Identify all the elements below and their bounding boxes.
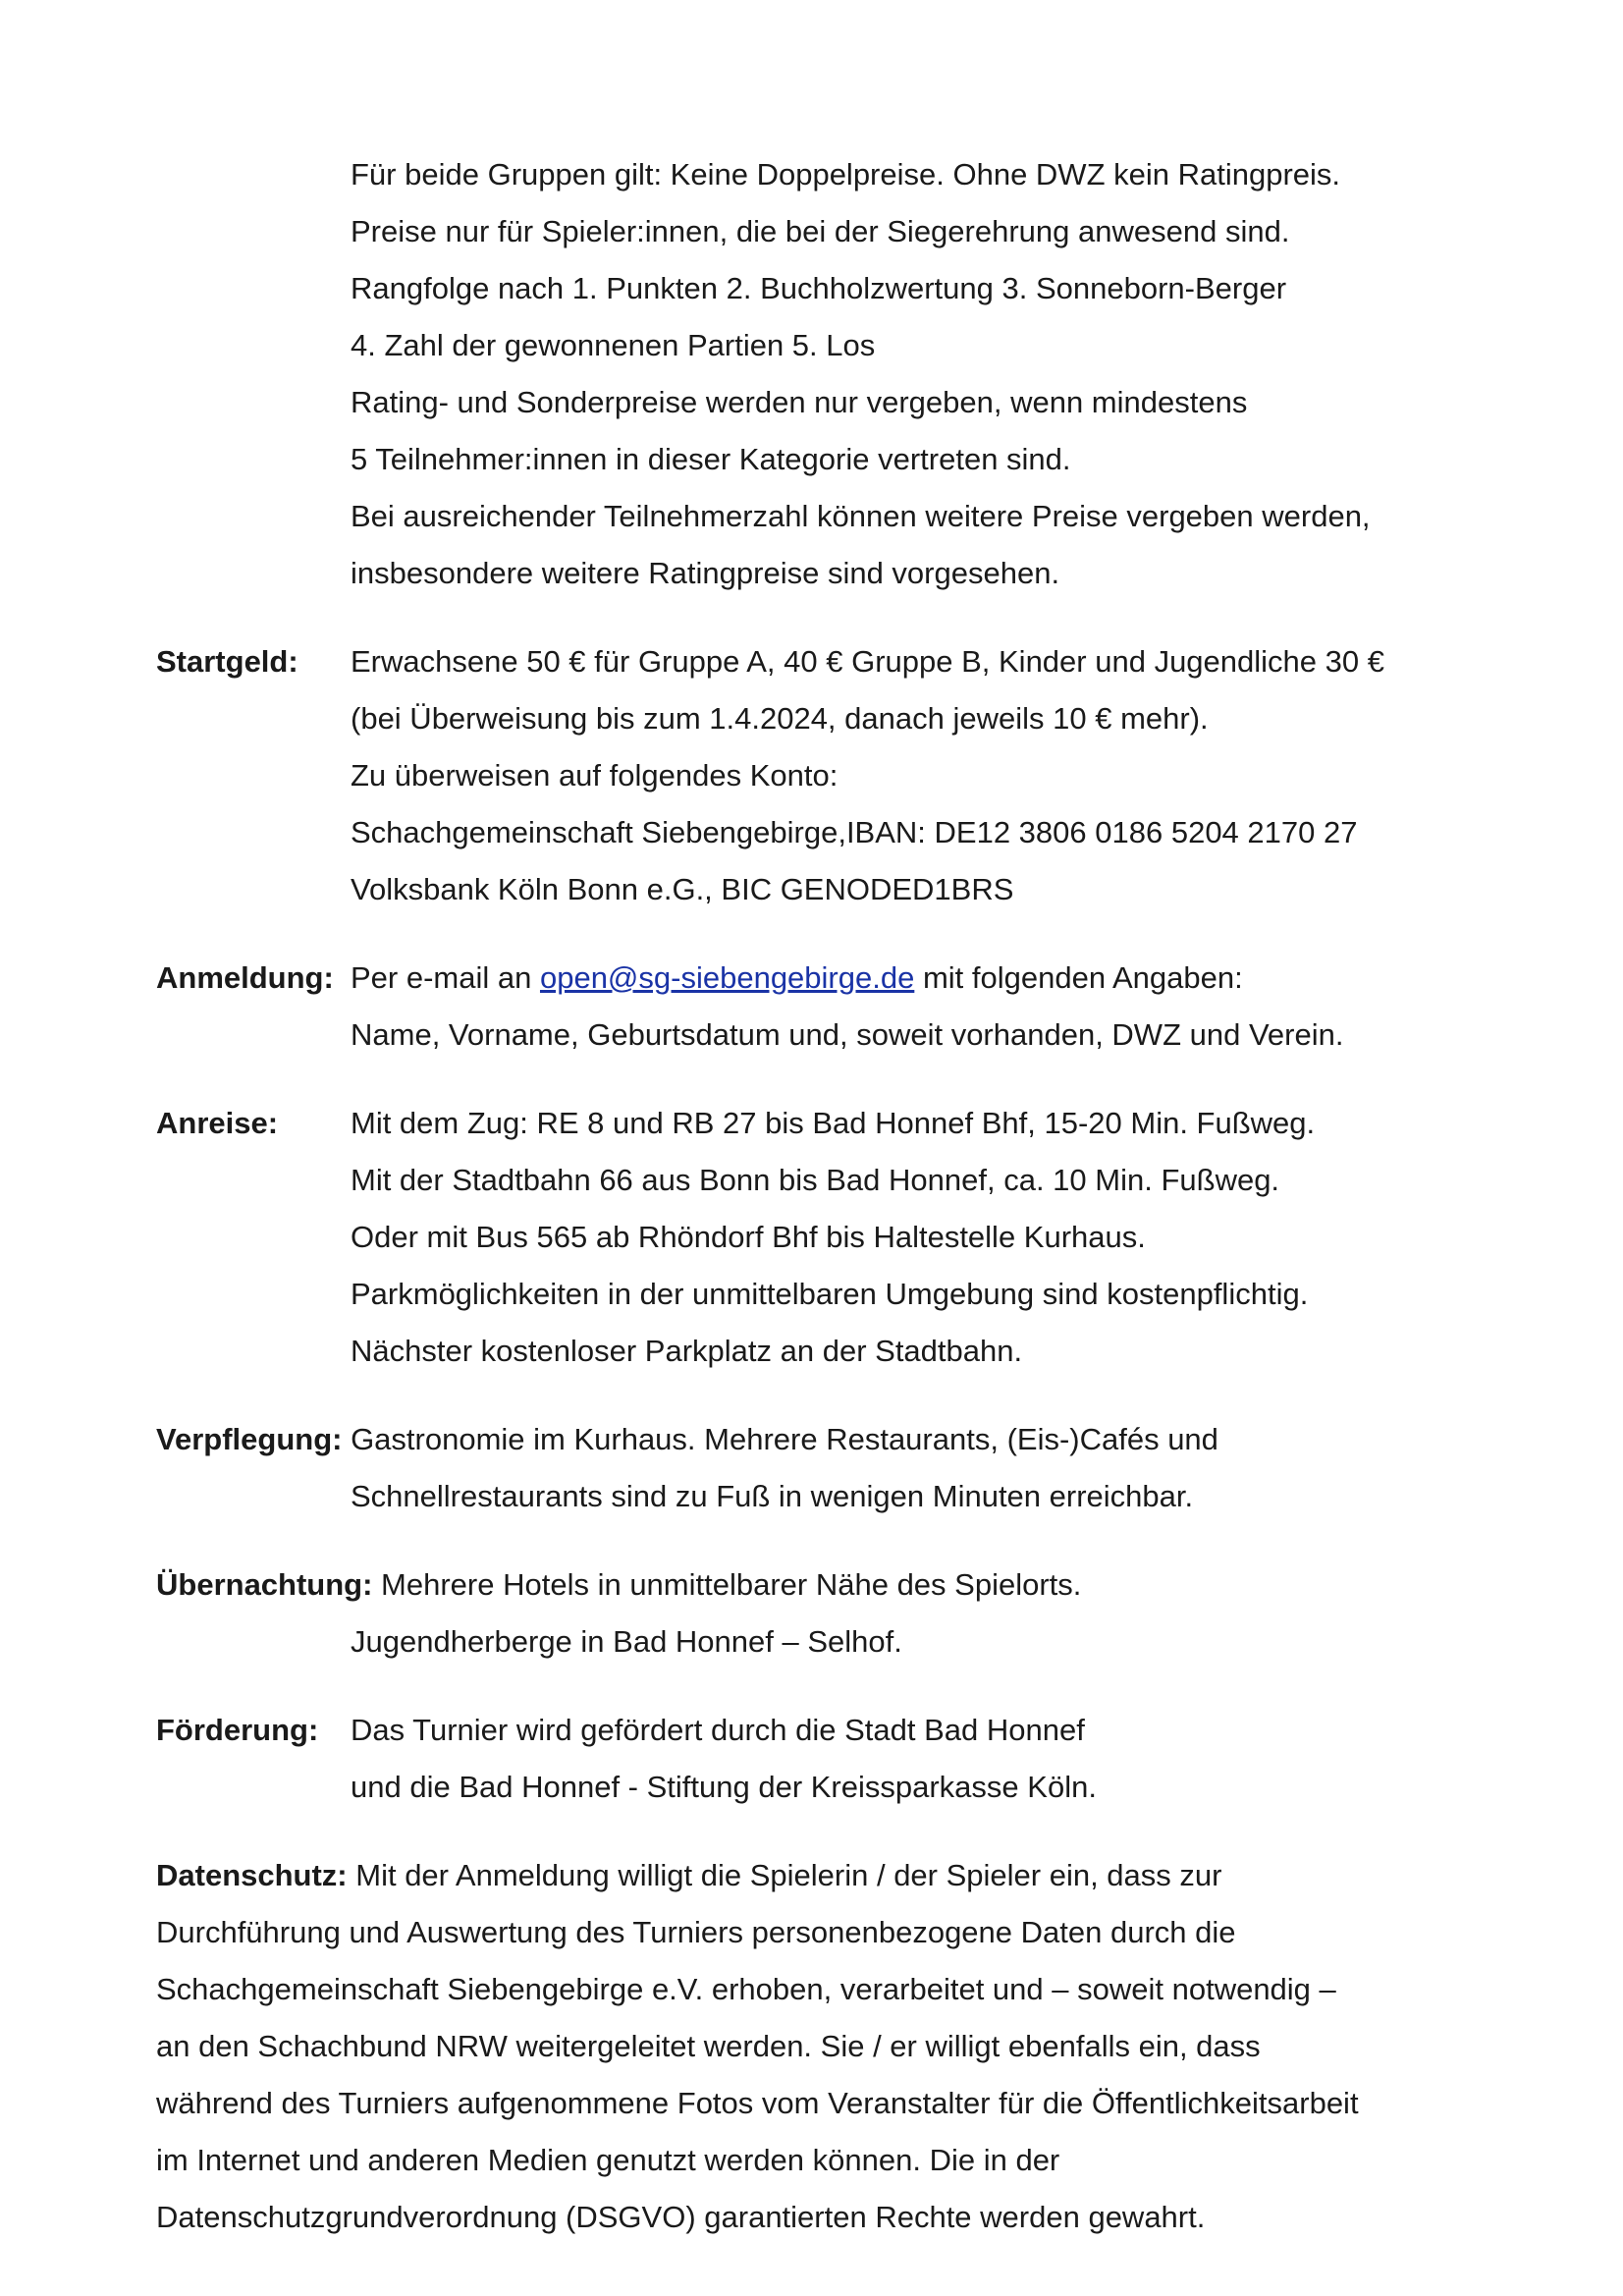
- anreise-line: Parkmöglichkeiten in der unmittelbaren Umgebung sind kostenpflichtig.: [351, 1277, 1309, 1311]
- startgeld-label: Startgeld:: [156, 644, 298, 679]
- foerderung-line: und die Bad Honnef - Stiftung der Kreissparkasse Köln.: [351, 1770, 1097, 1804]
- verpflegung-line: Schnellrestaurants sind zu Fuß in wenigen Minuten erreichbar.: [351, 1479, 1194, 1513]
- intro-line: insbesondere weitere Ratingpreise sind vorgesehen.: [351, 556, 1060, 590]
- datenschutz-line: Schachgemeinschaft Siebengebirge e.V. erhoben, verarbeitet und – soweit notwendig –: [156, 1972, 1336, 2006]
- uebernachtung-label: Übernachtung:: [156, 1567, 373, 1602]
- intro-line: Für beide Gruppen gilt: Keine Doppelpreise. Ohne DWZ kein Ratingpreis.: [351, 157, 1341, 191]
- intro-line: 5 Teilnehmer:innen in dieser Kategorie vertreten sind.: [351, 442, 1071, 476]
- datenschutz-label: Datenschutz:: [156, 1858, 348, 1892]
- datenschutz-line: im Internet und anderen Medien genutzt werden können. Die in der: [156, 2143, 1060, 2177]
- uebernachtung-text: Mehrere Hotels in unmittelbarer Nähe des Spielorts.: [372, 1567, 1082, 1602]
- anmeldung-prefix: Per e-mail an: [351, 960, 540, 995]
- anmeldung-line: Name, Vorname, Geburtsdatum und, soweit vorhanden, DWZ und Verein.: [351, 1017, 1344, 1052]
- anmeldung-line: [351, 950, 1243, 1007]
- intro-line: Rating- und Sonderpreise werden nur vergeben, wenn mindestens: [351, 385, 1248, 419]
- startgeld-line: Schachgemeinschaft Siebengebirge,IBAN: DE12 3806 0186 5204 2170 27: [351, 815, 1358, 849]
- uebernachtung-line: Jugendherberge in Bad Honnef – Selhof.: [351, 1624, 902, 1659]
- anreise-line: Mit dem Zug: RE 8 und RB 27 bis Bad Honnef Bhf, 15-20 Min. Fußweg.: [351, 1106, 1316, 1140]
- startgeld-line: (bei Überweisung bis zum 1.4.2024, danach jeweils 10 € mehr).: [351, 701, 1209, 736]
- startgeld-line: Erwachsene 50 € für Gruppe A, 40 € Gruppe B, Kinder und Jugendliche 30 €: [351, 644, 1384, 679]
- anreise-label: Anreise:: [156, 1106, 279, 1140]
- foerderung-label: Förderung:: [156, 1713, 319, 1747]
- anmeldung-label: Anmeldung:: [156, 960, 334, 995]
- startgeld-line: Volksbank Köln Bonn e.G., BIC GENODED1BRS: [351, 872, 1014, 906]
- verpflegung-text: Gastronomie im Kurhaus. Mehrere Restaurants, (Eis-)Cafés und: [342, 1422, 1218, 1456]
- datenschutz-line: an den Schachbund NRW weitergeleitet werden. Sie / er willigt ebenfalls ein, dass: [156, 2029, 1261, 2063]
- intro-line: Rangfolge nach 1. Punkten 2. Buchholzwertung 3. Sonneborn-Berger: [351, 271, 1287, 305]
- datenschutz-line: Datenschutzgrundverordnung (DSGVO) garantierten Rechte werden gewahrt.: [156, 2200, 1206, 2234]
- email-link[interactable]: open@sg-siebengebirge.de: [539, 960, 915, 995]
- intro-line: Preise nur für Spieler:innen, die bei der Siegerehrung anwesend sind.: [351, 214, 1290, 248]
- anmeldung-suffix: mit folgenden Angaben:: [914, 960, 1243, 995]
- verpflegung-line: [156, 1411, 1218, 1468]
- intro-line: Bei ausreichender Teilnehmerzahl können weitere Preise vergeben werden,: [351, 499, 1371, 533]
- foerderung-line: Das Turnier wird gefördert durch die Stadt Bad Honnef: [351, 1713, 1085, 1747]
- verpflegung-label: Verpflegung:: [156, 1422, 343, 1456]
- anreise-line: Nächster kostenloser Parkplatz an der Stadtbahn.: [351, 1334, 1023, 1368]
- uebernachtung-line: [156, 1557, 1081, 1613]
- intro-line: 4. Zahl der gewonnenen Partien 5. Los: [351, 328, 876, 362]
- datenschutz-line: [156, 1847, 1221, 1904]
- datenschutz-line: während des Turniers aufgenommene Fotos vom Veranstalter für die Öffentlichkeitsarbeit: [156, 2086, 1359, 2120]
- startgeld-line: Zu überweisen auf folgendes Konto:: [351, 758, 839, 793]
- datenschutz-line: Durchführung und Auswertung des Turniers personenbezogene Daten durch die: [156, 1915, 1236, 1949]
- anreise-line: Oder mit Bus 565 ab Rhöndorf Bhf bis Haltestelle Kurhaus.: [351, 1220, 1146, 1254]
- datenschutz-text: Mit der Anmeldung willigt die Spielerin / der Spieler ein, dass zur: [347, 1858, 1222, 1892]
- anreise-line: Mit der Stadtbahn 66 aus Bonn bis Bad Honnef, ca. 10 Min. Fußweg.: [351, 1163, 1280, 1197]
